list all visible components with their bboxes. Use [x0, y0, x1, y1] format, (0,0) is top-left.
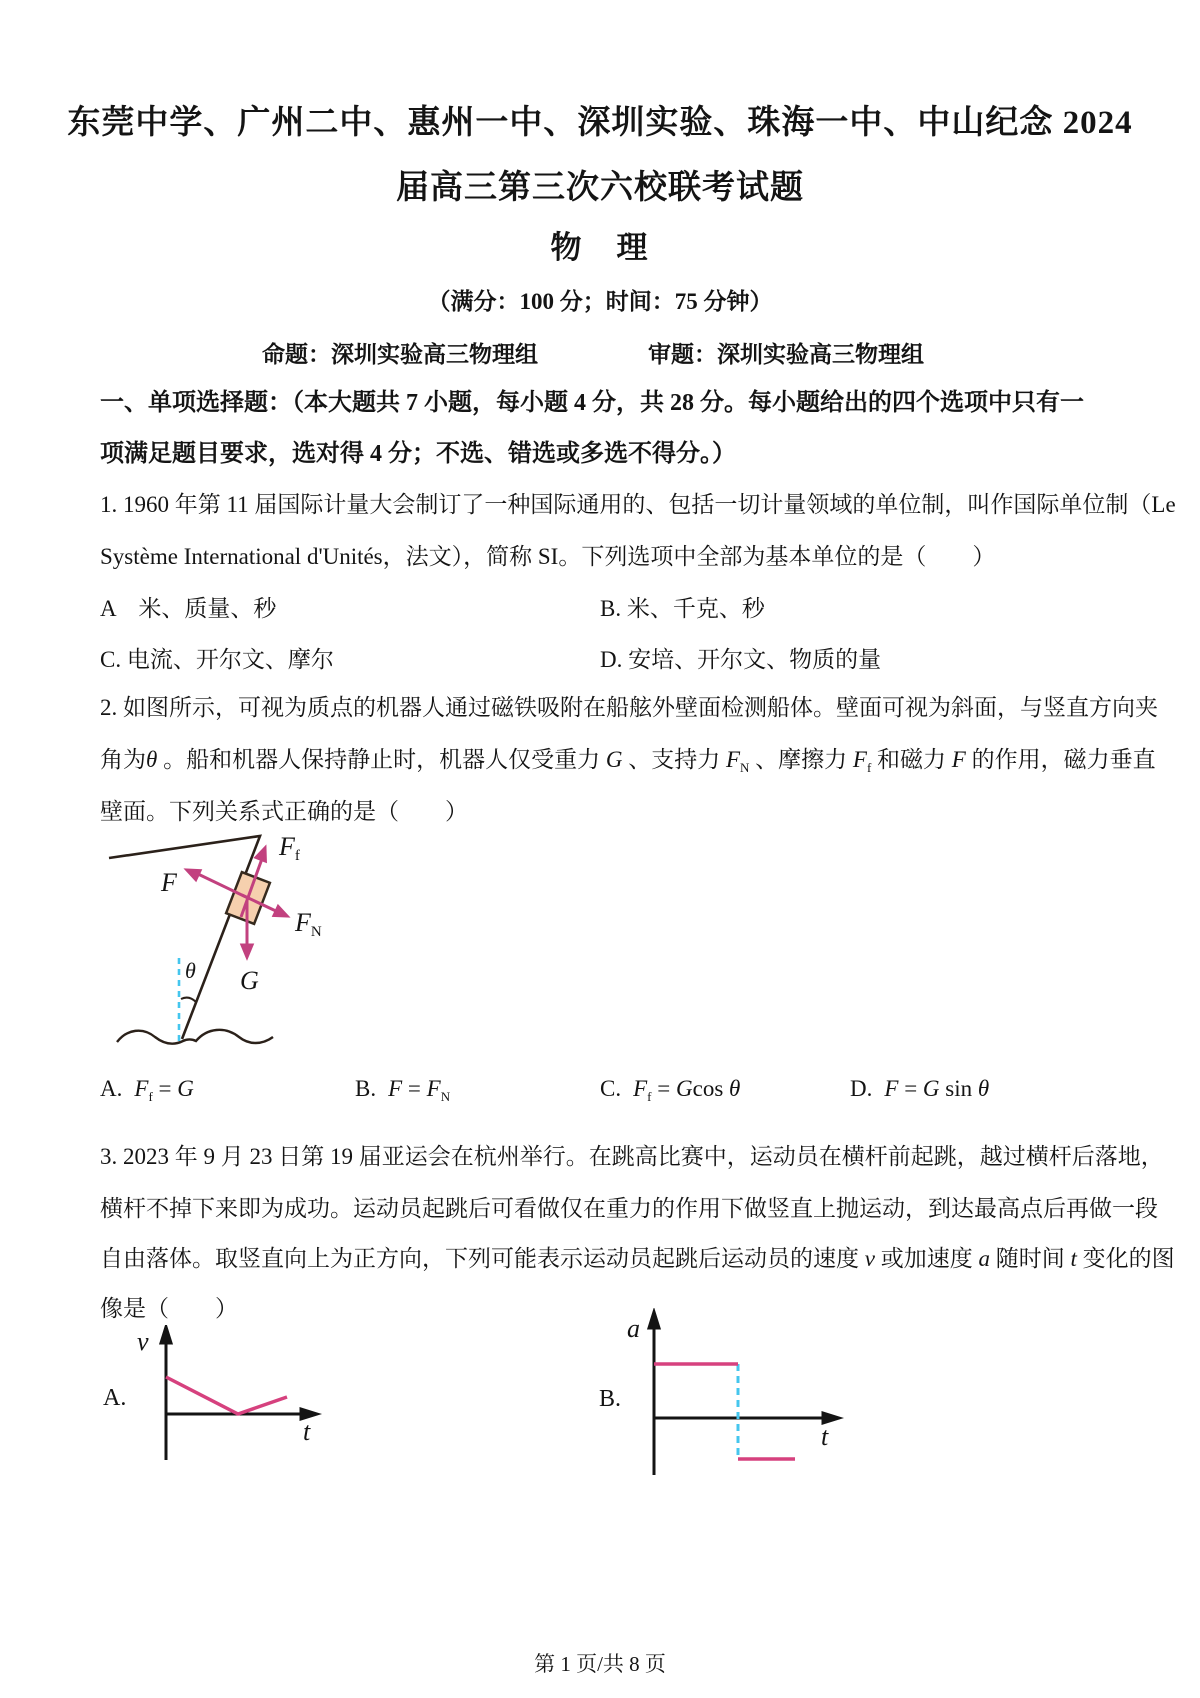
q2-option-a-letter: A. [100, 1076, 123, 1101]
graph-a-svg [95, 1325, 330, 1470]
water-line [117, 1030, 273, 1044]
page-number: 第 1 页/共 8 页 [534, 1652, 666, 1676]
page-title-line1: 东莞中学、广州二中、惠州一中、深圳实验、珠海一中、中山纪念 2024 [67, 105, 1133, 141]
q2-option-d-formula: F = G sin θ [884, 1076, 990, 1101]
question-1-text-line2: Système International d'Unités，法文），简称 SI。下列选项中全部为基本单位的是（ ） [100, 544, 996, 569]
subject-title: 物 理 [550, 230, 650, 265]
exam-meta: （满分：100 分；时间：75 分钟） [427, 289, 773, 314]
graph-a [95, 1325, 330, 1470]
question-1-text-line1: 1. 1960 年第 11 届国际计量大会制订了一种国际通用的、包括一切计量领域的单位制，叫作国际单位制（Le [100, 492, 1176, 517]
q2-option-c [600, 1076, 740, 1102]
q2-option-d-letter: D. [850, 1076, 873, 1101]
q2-option-b [355, 1076, 450, 1102]
question-2-text-line2: 角为θ 。船和机器人保持静止时，机器人仅受重力 G 、支持力 $F_N$ 、摩擦力 $F_f$ 和磁力 F 的作用，磁力垂直 [100, 747, 1156, 775]
q1-option-b: B. 米、千克、秒 [600, 596, 765, 621]
label-theta: θ [185, 958, 196, 983]
graph-b [595, 1308, 850, 1483]
q2-option-b-formula: $F = F_N$ [388, 1076, 451, 1104]
label-friction-force: $F_f$ [279, 832, 300, 864]
question-2-text-line3: 壁面。下列关系式正确的是（ ） [100, 799, 468, 824]
setter-info: 命题：深圳实验高三物理组 [262, 342, 538, 367]
q1-option-a: A 米、质量、秒 [100, 596, 277, 621]
question-2-text-line1: 2. 如图所示，可视为质点的机器人通过磁铁吸附在船舷外壁面检测船体。壁面可视为斜面，与竖直方向夹 [100, 695, 1158, 720]
question-3-text-line2: 横杆不掉下来即为成功。运动员起跳后可看做仅在重力的作用下做竖直上抛运动，到达最高点后再做一段 [100, 1196, 1158, 1221]
angle-arc [181, 998, 196, 1002]
q2-option-a [100, 1076, 194, 1102]
q2-option-c-formula: $F_f = Gcos$ θ [633, 1076, 741, 1104]
label-magnetic-force: F [161, 868, 177, 897]
graph-a-ylabel: v [137, 1327, 149, 1356]
graph-a-xlabel: t [303, 1417, 311, 1446]
a-axis-arrowhead [649, 1312, 659, 1328]
gravity-force-arrowhead [242, 945, 252, 957]
graph-b-letter: B. [599, 1386, 622, 1412]
question-3-text-line1: 3. 2023 年 9 月 23 日第 19 届亚运会在杭州举行。在跳高比赛中，运动员在横杆前起跳，越过横杆后落地， [100, 1144, 1164, 1169]
graph-a-letter: A. [103, 1385, 127, 1411]
normal-force-arrowhead [274, 907, 287, 917]
force-diagram [95, 830, 345, 1060]
graph-b-xlabel: t [821, 1422, 829, 1451]
q2-option-c-letter: C. [600, 1076, 622, 1101]
friction-force-arrowhead [256, 848, 265, 861]
graph-b-ylabel: a [627, 1314, 640, 1343]
q2-option-b-letter: B. [355, 1076, 377, 1101]
label-gravity: G [240, 966, 259, 995]
section1-heading-line1: 一、单项选择题：（本大题共 7 小题，每小题 4 分，共 28 分。每小题给出的四个选项中只有一 [100, 390, 1084, 416]
v-axis-arrowhead [161, 1327, 171, 1343]
velocity-curve [166, 1377, 287, 1414]
section1-heading-line2: 项满足题目要求，选对得 4 分；不选、错选或多选不得分。） [100, 441, 736, 467]
question-3-text-line4: 像是（ ） [100, 1296, 238, 1321]
ship-hull-line [109, 836, 260, 1039]
magnetic-force-arrowhead [187, 870, 200, 880]
q2-option-d [850, 1076, 989, 1102]
q1-option-d: D. 安培、开尔文、物质的量 [600, 647, 882, 672]
page-title-line2: 届高三第三次六校联考试题 [396, 170, 804, 206]
question-3-text-line3: 自由落体。取竖直向上为正方向，下列可能表示运动员起跳后运动员的速度 v 或加速度 a 随时间 t 变化的图 [100, 1246, 1175, 1271]
q2-option-a-formula: $F_f = G$ [134, 1076, 194, 1104]
reviewer-info: 审题：深圳实验高三物理组 [648, 342, 924, 367]
q1-option-c: C. 电流、开尔文、摩尔 [100, 647, 334, 672]
force-diagram-svg [95, 830, 345, 1060]
label-normal-force: $F_N$ [295, 908, 322, 940]
